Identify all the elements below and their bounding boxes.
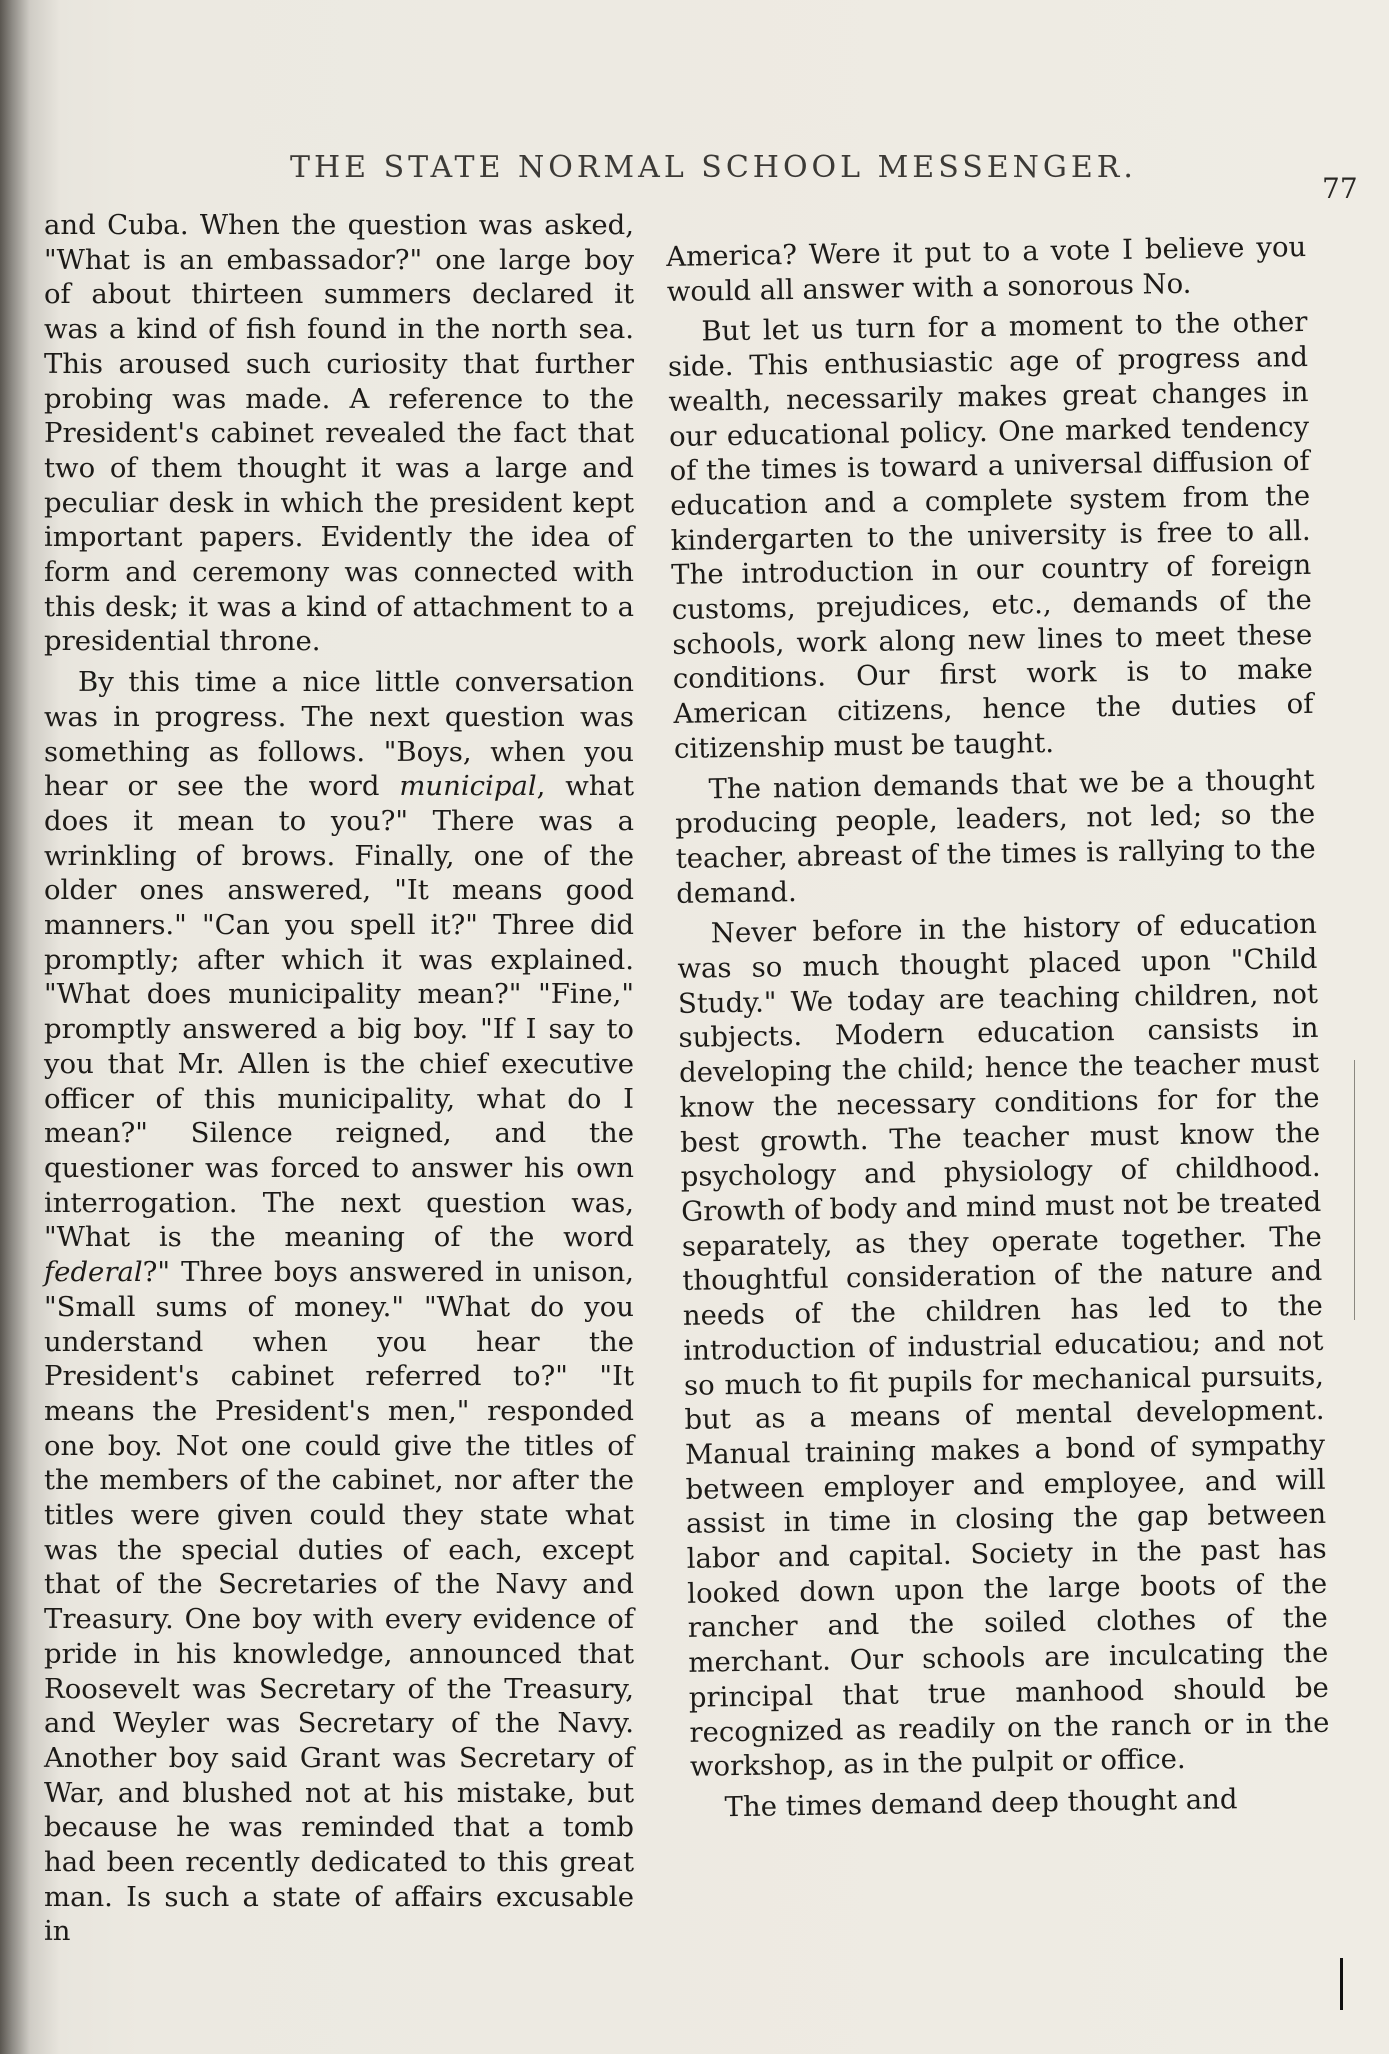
paragraph: [44, 665, 634, 1949]
paragraph: America? Were it put to a vote I believe you would all answer with a sonorous No.: [666, 230, 1307, 308]
paragraph: Never before in the history of education was so much thought placed upon "Child Study." We today are teaching children, not subjects. Modern education cansists in developing the child; hence the teacher must know the necessary conditions for for the best growth. The teacher must know the psychology and physiology of childhood. Growth of body and mind must not be treated separately, as they operate together. The thoughtful consideration of the nature and needs of the children has led to the introduction of industrial educatiou; and not so much to fit pupils for mechanical pursuits, but as a means of mental development. Manual training makes a bond of sympathy between employer and employee, and will assist in time in closing the gap between labor and capital. Society in the past has looked down upon the large boots of the rancher and the soiled clothes of the merchant. Our schools are inculcating the principal that true manhood should be recognized as readily on the ranch or in the workshop, as in the pulpit or office.: [677, 908, 1330, 1784]
italic-word: federal: [44, 1256, 143, 1289]
left-column: [44, 208, 634, 1949]
paragraph: But let us turn for a moment to the other side. This enthusiastic age of progress and wealth, necessarily makes great changes in our educational policy. One marked tendency of the times is toward a universal diffusion of education and a complete system from the kindergarten to the university is free to all. The introduction in our country of foreign customs, prejudices, etc., demands of the schools, work along new lines to meet these conditions. Our first work is to make American citizens, hence the duties of citizenship must be taught.: [667, 306, 1314, 765]
running-head: THE STATE NORMAL SCHOOL MESSENGER.: [290, 150, 1137, 185]
paragraph-text: , what does it mean to you?" There was a wrinkling of brows. Finally, one of the older ones answered, "It means good manners." "Can you spell it?" Three did promptly; after which it was explained. "What does municipality mean?" "Fine," promptly answered a big boy. "If I say to you that Mr. Allen is the chief executive officer of this municipality, what do I mean?" Silence reigned, and the questioner was forced to answer his own interrogation. The next question was, "What is the meaning of the word: [44, 770, 634, 1254]
paragraph: The nation demands that we be a thought producing people, leaders, not led; so the teacher, abreast of the times is rallying to the demand.: [674, 763, 1316, 910]
paragraph: The times demand deep thought and: [724, 1783, 1238, 1824]
paragraph-text: ?" Three boys answered in unison, "Small sums of money." "What do you understand when you hear the President's cabinet referred to?" "It means the President's men," responded one boy. Not one could give the titles of the members of the cabinet, nor after the titles were given could they state what was the special duties of each, except that of the Secretaries of the Navy and Treasury. One boy with every evidence of pride in his knowledge, announced that Roosevelt was Secretary of the Treasury, and Weyler was Secretary of the Navy. Another boy said Grant was Secretary of War, and blushed not at his mistake, but because he was reminded that a tomb had been recently dedicated to this great man. Is such a state of affairs excusable in: [44, 1256, 634, 1948]
right-column: [666, 230, 1331, 1825]
page-number: 77: [1322, 172, 1358, 205]
scan-edge-mark: [1354, 1060, 1355, 1320]
paragraph: [44, 208, 634, 659]
paragraph-text: By this time a nice little conversation was in progress. The next question was something as follows. "Boys, when you hear or see the word: [44, 666, 634, 803]
paragraph-text: and Cuba. When the question was asked, "What is an embassador?" one large boy of about thirteen summers declared it was a kind of fish found in the north sea. This aroused such curiosity that further probing was made. A reference to the President's cabinet revealed the fact that two of them thought it was a large and peculiar desk in which the president kept important papers. Evidently the idea of form and ceremony was connected with this desk; it was a kind of attachment to a presidential throne.: [44, 209, 634, 658]
margin-rule: [1340, 1958, 1343, 2010]
italic-word: municipal: [399, 770, 537, 803]
